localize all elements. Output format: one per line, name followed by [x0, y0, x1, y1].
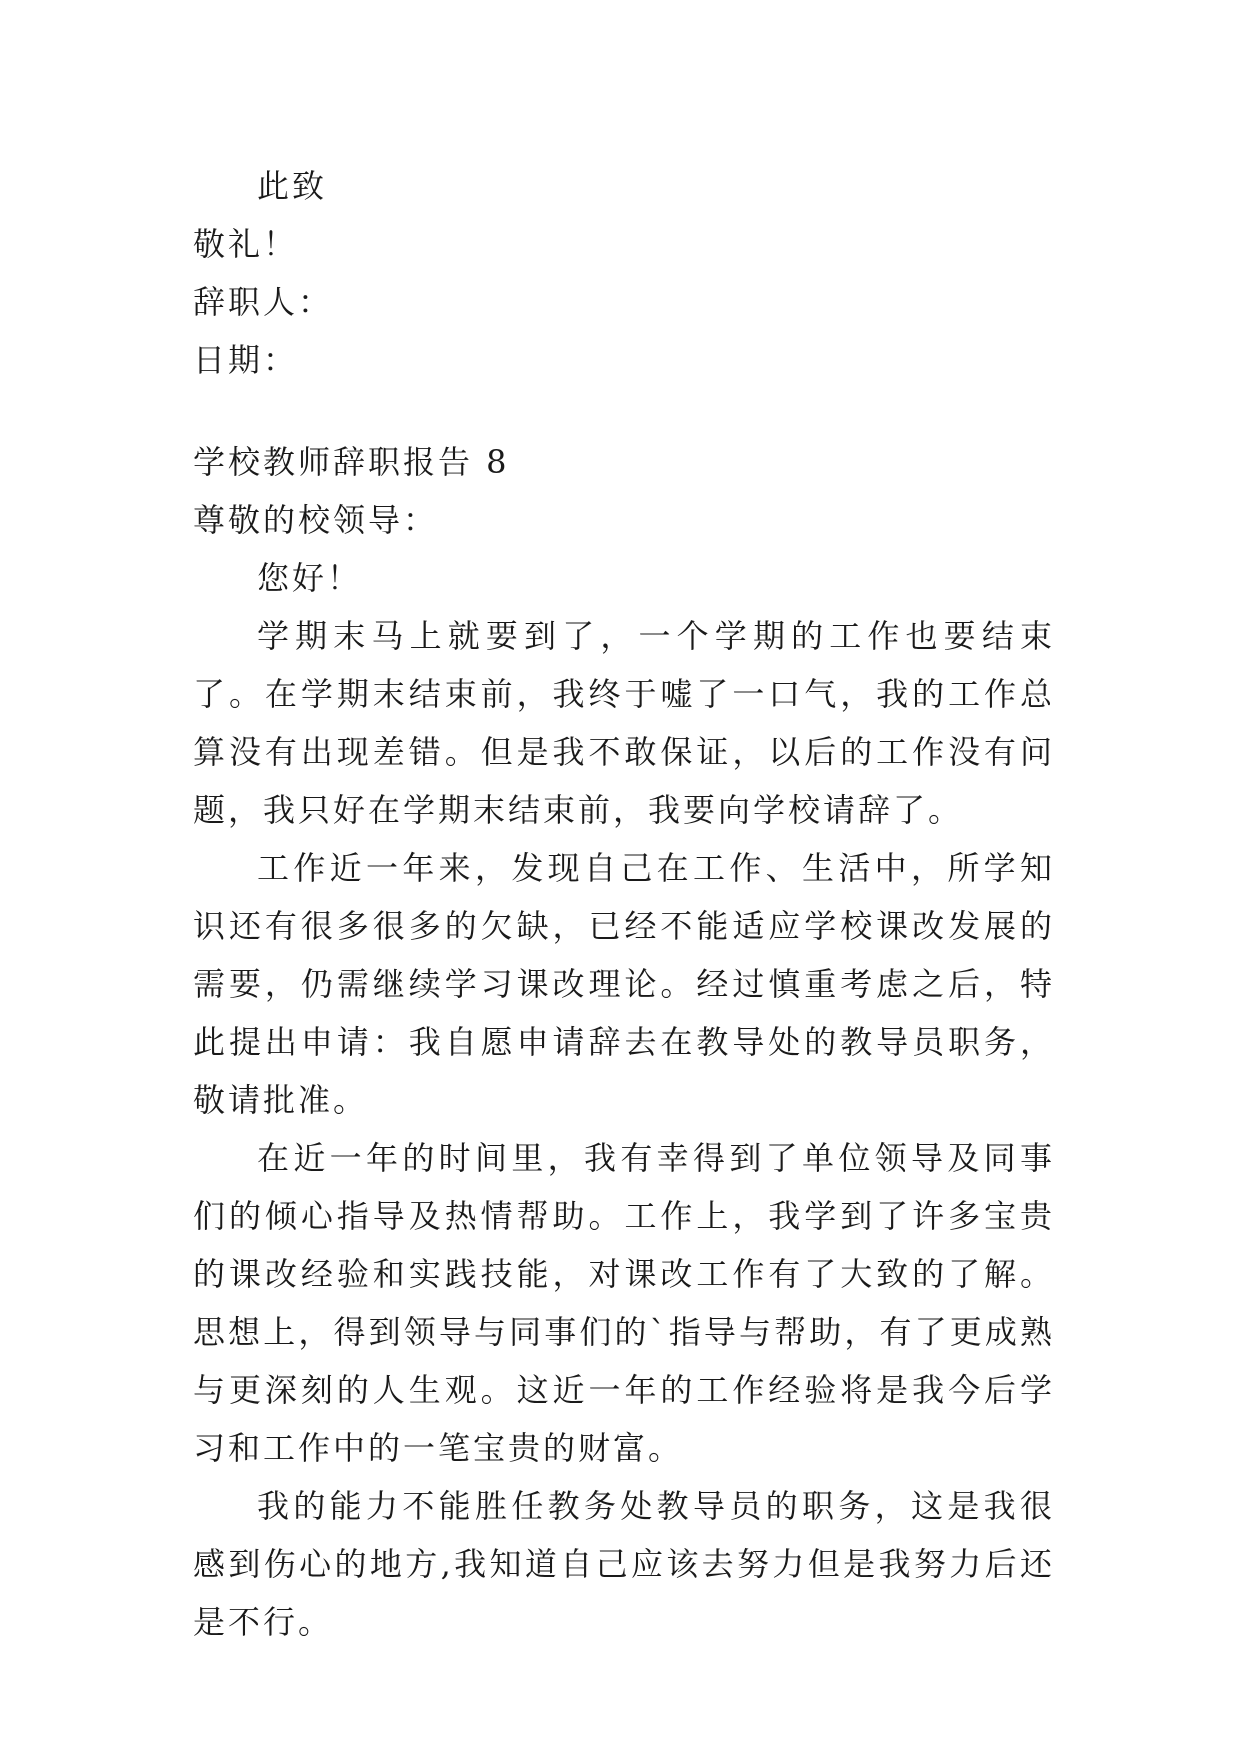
- letter-addressee: 尊敬的校领导：: [193, 501, 439, 539]
- paragraph-4: 我的能力不能胜任教务处教导员的职务，这是我很感到伤心的地方,我知道自己应该去努力但是我努力后还是不行。: [193, 1487, 1055, 1641]
- letter-title: 学校教师辞职报告 8: [193, 443, 510, 481]
- document-body: [193, 157, 1055, 1651]
- closing-salutation-2: 敬礼！: [193, 225, 299, 263]
- paragraph-1: 学期末马上就要到了，一个学期的工作也要结束了。在学期末结束前，我终于嘘了一口气，我的工作总算没有出现差错。但是我不敢保证，以后的工作没有问题，我只好在学期末结束前，我要向学校请辞了。: [193, 617, 1055, 829]
- resigner-label: 辞职人：: [193, 283, 334, 321]
- paragraph-3: 在近一年的时间里，我有幸得到了单位领导及同事们的倾心指导及热情帮助。工作上，我学到了许多宝贵的课改经验和实践技能，对课改工作有了大致的了解。思想上，得到领导与同事们的`指导与帮助，有了更成熟与更深刻的人生观。这近一年的工作经验将是我今后学习和工作中的一笔宝贵的财富。: [193, 1139, 1055, 1467]
- paragraph-2: 工作近一年来，发现自己在工作、生活中，所学知识还有很多很多的欠缺，已经不能适应学校课改发展的需要，仍需继续学习课改理论。经过慎重考虑之后，特此提出申请：我自愿申请辞去在教导处的教导员职务，敬请批准。: [193, 849, 1055, 1119]
- date-label: 日期：: [193, 341, 299, 379]
- closing-salutation-1: 此致: [257, 167, 328, 205]
- letter-greeting: 您好！: [257, 559, 363, 597]
